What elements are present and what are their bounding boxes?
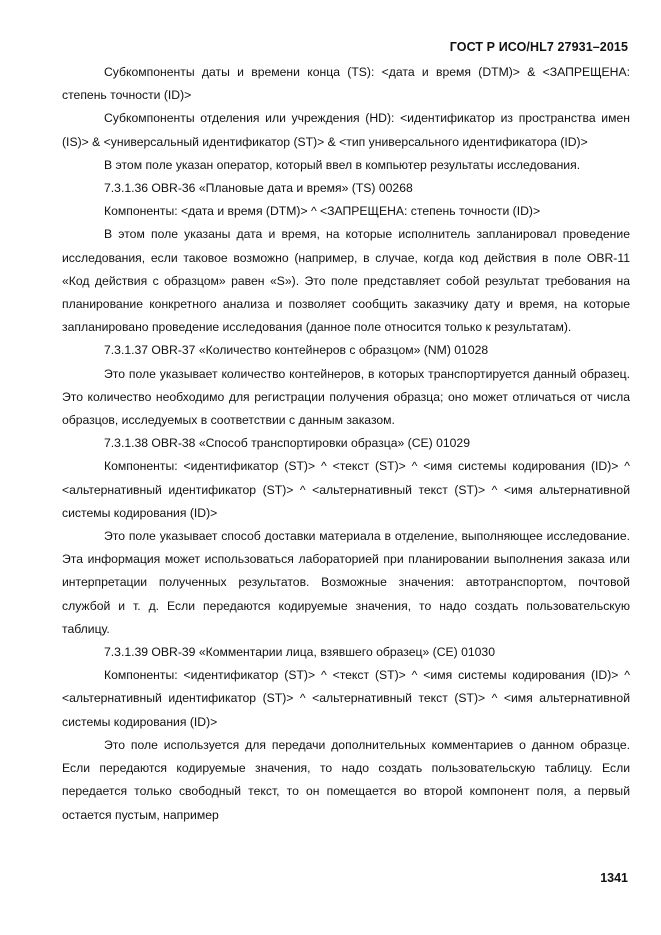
- section-heading-obr-37: 7.3.1.37 OBR-37 «Количество контейнеров с образцом» (NM) 01028: [104, 343, 489, 358]
- paragraph-obr-39-components: Компоненты: <идентификатор (ST)> ^ <текст (ST)> ^ <имя системы кодирования (ID)> ^ <альтернативный идентификатор (ST)> ^ <альтернативный текст (ST)> ^ <имя альтернативной системы кодирования (ID)>: [62, 668, 630, 729]
- paragraph-obr-36-description: В этом поле указаны дата и время, на которые исполнитель запланировал проведение исследования, если таковое возможно (например, в случае, когда код действия в поле OBR-11 «Код действия с образцом» равен «S»). Это поле представляет собой результат требования на планирование конкретного анализа и позволяет сообщить заказчику дату и время, на которые запланировано проведение исследования (данное поле относится только к результатам).: [62, 227, 630, 335]
- paragraph-operator-description: В этом поле указан оператор, который ввел в компьютер результаты исследования.: [104, 157, 581, 172]
- paragraph-end-datetime-subcomponents: Субкомпоненты даты и времени конца (TS): <дата и время (DTM)> & <ЗАПРЕЩЕНА: степень точности (ID)>: [62, 65, 630, 103]
- paragraph-obr-37-description: Это поле указывает количество контейнеров, в которых транспортируется данный образец. Это количество необходимо для регистрации получения образца; оно может отличаться от числа образцов, исследуемых в соответствии с данным заказом.: [62, 366, 630, 428]
- page-number: 1341: [600, 871, 628, 885]
- running-header: ГОСТ Р ИСО/HL7 27931–2015: [449, 40, 628, 54]
- paragraph-obr-36-components: Компоненты: <дата и время (DTM)> ^ <ЗАПРЕЩЕНА: степень точности (ID)>: [104, 204, 541, 219]
- paragraph-department-subcomponents: Субкомпоненты отделения или учреждения (HD): <идентификатор из пространства имен (IS)> & <универсальный идентификатор (ST)> & <тип универсального идентификатора (ID)>: [62, 111, 630, 149]
- paragraph-obr-38-description: Это поле указывает способ доставки материала в отделение, выполняющее исследование. Эта информация может использоваться лабораторией при планировании выполнения заказа или интерпретации полученных результатов. Возможные значения: автотранспортом, почтовой службой и т. д. Если передаются кодируемые значения, то надо создать пользовательскую таблицу.: [62, 529, 630, 636]
- paragraph-obr-38-components: Компоненты: <идентификатор (ST)> ^ <текст (ST)> ^ <имя системы кодирования (ID)> ^ <альтернативный идентификатор (ST)> ^ <альтернативный текст (ST)> ^ <имя альтернативной системы кодирования (ID)>: [62, 459, 630, 520]
- paragraph-obr-39-description: Это поле используется для передачи дополнительных комментариев о данном образце. Если передаются кодируемые значения, то надо создать пользовательскую таблицу. Если передается только свободный текст, то он помещается во второй компонент поля, а первый остается пустым, например: [62, 737, 630, 822]
- section-heading-obr-36: 7.3.1.36 OBR-36 «Плановые дата и время» (TS) 00268: [104, 181, 413, 196]
- section-heading-obr-39: 7.3.1.39 OBR-39 «Комментарии лица, взявшего образец» (CE) 01030: [104, 645, 495, 660]
- document-body: [62, 61, 630, 827]
- section-heading-obr-38: 7.3.1.38 OBR-38 «Способ транспортировки образца» (CE) 01029: [104, 436, 470, 451]
